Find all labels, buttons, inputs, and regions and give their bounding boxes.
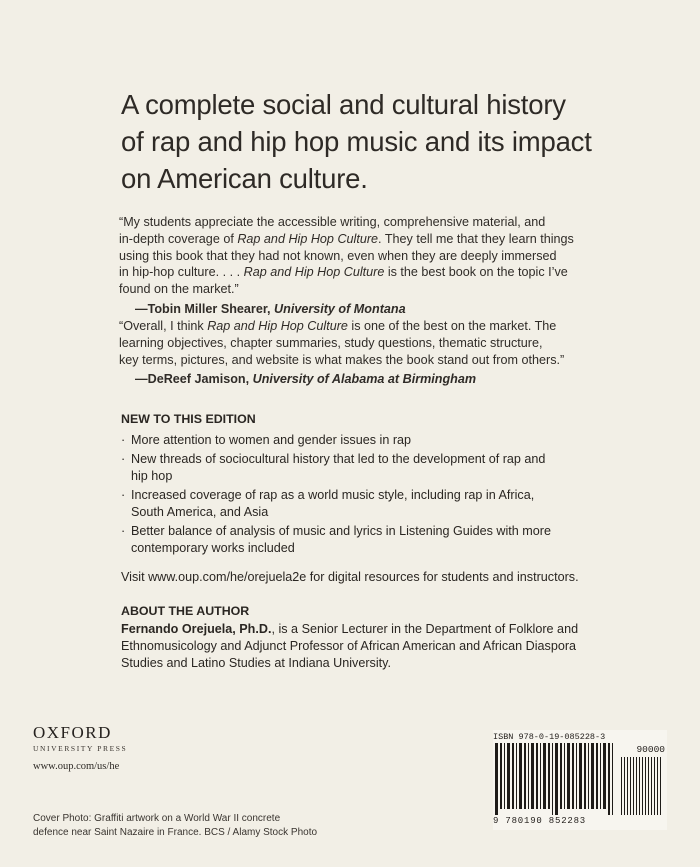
author-name: Fernando Orejuela, Ph.D.: [121, 622, 272, 636]
publisher-logo: [33, 723, 127, 753]
barcode-bar: [591, 743, 594, 809]
list-item: [121, 451, 641, 485]
barcode-bar: [639, 757, 640, 815]
author-bio-line: Ethnomusicology and Adjunct Professor of African American and African Diaspora: [121, 638, 577, 653]
bullet-icon: ·: [121, 488, 126, 503]
testimonial-line: [119, 214, 639, 231]
publisher-url: www.oup.com/us/he: [33, 761, 120, 772]
testimonial-text: is one of the best on the market. The: [347, 319, 557, 333]
list-item: [121, 523, 641, 557]
testimonial-text: in hip-hop culture. . . .: [119, 265, 244, 280]
barcode-bar: [495, 743, 498, 815]
new-edition-heading: NEW TO THIS EDITION: [121, 412, 256, 426]
author-bio: [121, 621, 578, 671]
bullet-icon: ·: [121, 433, 126, 447]
list-item-text: Increased coverage of rap as a world music style, including rap in Africa,: [131, 488, 535, 503]
tagline-line: on American culture.: [121, 163, 368, 194]
testimonial-line: [119, 248, 639, 265]
barcode-bar: [564, 743, 565, 809]
testimonial-text: found on the market.”: [119, 282, 239, 297]
barcode-bar: [524, 743, 526, 809]
barcode-bar: [507, 743, 510, 809]
author-bio-line: , is a Senior Lecturer in the Department of Folklore and: [271, 622, 579, 636]
list-item-text: Better balance of analysis of music and lyrics in Listening Guides with more: [131, 524, 551, 539]
isbn-label: ISBN 978-0-19-085228-3: [493, 732, 606, 742]
barcode-bar: [552, 743, 553, 815]
barcode-bar: [621, 757, 622, 815]
barcode-bar: [600, 743, 601, 809]
barcode-bar: [500, 743, 502, 809]
barcode-bar: [567, 743, 570, 809]
barcode-bar: [651, 757, 652, 815]
barcode-bar: [543, 743, 546, 809]
barcode-bar: [572, 743, 574, 809]
attribution-affiliation: University of Montana: [274, 301, 406, 316]
barcode-bar: [512, 743, 514, 809]
barcode-bar: [624, 757, 625, 815]
book-title: Rap and Hip Hop Culture: [243, 265, 385, 280]
testimonial-line: [119, 318, 639, 335]
barcode-bar: [627, 757, 628, 815]
price-code: 90000: [636, 744, 665, 755]
barcode-bar: [608, 743, 610, 815]
tagline: [121, 86, 641, 197]
publisher-name: OXFORD: [33, 723, 112, 742]
tagline-line: A complete social and cultural history: [121, 89, 566, 120]
barcode-bar: [555, 743, 558, 815]
ean-digits: 9 780190 852283: [493, 816, 587, 826]
barcode-bar: [612, 743, 613, 815]
barcode-bar: [636, 757, 637, 815]
barcode-bar: [531, 743, 534, 809]
list-item-text: More attention to women and gender issues in rap: [131, 433, 412, 447]
barcode-bar: [560, 743, 562, 809]
barcode-bar: [504, 743, 505, 809]
testimonial-1: [119, 214, 639, 318]
barcode-bar: [657, 757, 658, 815]
barcode-bar: [603, 743, 606, 809]
list-item-text: New threads of sociocultural history that led to the development of rap and: [131, 452, 546, 467]
list-item-text: hip hop: [131, 469, 173, 484]
testimonial-1-attribution: [119, 301, 639, 318]
barcode-bar: [548, 743, 550, 809]
testimonial-2-attribution: [119, 371, 639, 388]
bullet-icon: ·: [121, 452, 126, 467]
testimonial-text: learning objectives, chapter summaries, study questions, thematic structure,: [119, 335, 543, 350]
list-item-text: contemporary works included: [131, 541, 295, 556]
resources-link-text: Visit www.oup.com/he/orejuela2e for digital resources for students and instructors.: [121, 570, 579, 584]
barcode-bar: [642, 757, 643, 815]
attribution-name: —Tobin Miller Shearer,: [135, 301, 275, 316]
barcode-bar: [519, 743, 522, 809]
testimonial-text: key terms, pictures, and website is what makes the book stand out from others.”: [119, 352, 565, 367]
barcode-bar: [516, 743, 517, 809]
testimonial-line: [119, 264, 639, 281]
list-item: [121, 487, 641, 521]
barcode-bar: [630, 757, 631, 815]
barcode-bar: [648, 757, 649, 815]
testimonial-2: [119, 318, 639, 388]
cover-credit: [33, 812, 317, 840]
new-edition-list: [121, 432, 641, 560]
barcode-bar: [645, 757, 646, 815]
book-title: Rap and Hip Hop Culture: [237, 231, 379, 246]
barcode-bar: [588, 743, 589, 809]
testimonial-text: “Overall, I think: [119, 319, 208, 333]
barcode: [493, 730, 667, 830]
testimonial-text: using this book that they had not known, even when they are deeply immersed: [119, 248, 557, 263]
testimonial-line: [119, 335, 639, 352]
bullet-icon: ·: [121, 524, 126, 539]
publisher-subname: UNIVERSITY PRESS: [33, 744, 128, 753]
book-title: Rap and Hip Hop Culture: [207, 319, 348, 333]
testimonial-text: in-depth coverage of: [119, 231, 238, 246]
cover-credit-line: Cover Photo: Graffiti artwork on a World War II concrete: [33, 813, 281, 824]
list-item: [121, 432, 641, 449]
barcode-bar: [596, 743, 598, 809]
barcode-bar: [576, 743, 577, 809]
attribution-affiliation: University of Alabama at Birmingham: [252, 372, 477, 387]
testimonial-line: [119, 352, 639, 369]
testimonial-text: . They tell me that they learn things: [378, 231, 574, 246]
attribution-name: —DeReef Jamison,: [135, 372, 253, 387]
barcode-bar: [633, 757, 634, 815]
barcode-bar: [536, 743, 538, 809]
barcode-bar: [584, 743, 586, 809]
testimonial-text: “My students appreciate the accessible writing, comprehensive material, and: [119, 215, 546, 229]
barcode-bar: [528, 743, 529, 809]
about-author-heading: ABOUT THE AUTHOR: [121, 604, 250, 618]
barcode-bar: [540, 743, 541, 809]
testimonial-line: [119, 281, 639, 298]
testimonial-line: [119, 231, 639, 248]
barcode-bar: [660, 757, 661, 815]
barcode-bar: [579, 743, 582, 809]
tagline-line: of rap and hip hop music and its impact: [121, 126, 592, 157]
author-bio-line: Studies and Latino Studies at Indiana University.: [121, 655, 391, 670]
list-item-text: South America, and Asia: [131, 505, 269, 520]
cover-credit-line: defence near Saint Nazaire in France. BCS / Alamy Stock Photo: [33, 827, 318, 838]
barcode-bar: [654, 757, 655, 815]
testimonial-text: is the best book on the topic I’ve: [384, 265, 568, 280]
